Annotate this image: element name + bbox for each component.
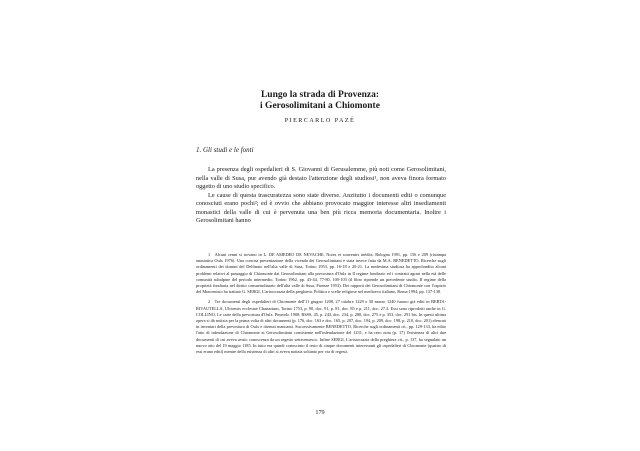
footnote-number: 1 [208,252,211,257]
author-name: PIERCARLO PAZÉ [284,117,356,124]
body-text [196,166,446,226]
article-title [200,90,440,112]
title-line-2: i Gerosolimitani a Chiomonte [260,101,380,111]
footnote-text: Alcuni cenni si trovano in L. DE AMEDEO DE NEVACHE, Notes et souvenirs inédits, Bologna 1991, pp. 156 e 209 (ristampa anastatica Oulx 1976). Una concisa presentazione della vicenda dei Gerosolimitani è stata invece fatta da M.A. BENEDETTO, Ricerche sugli ordinamenti dei domini del Delfinato nell'alta valle di Susa, Torino 1953, pp. 16-18 e 20-21. La medesima studiosa ha approfondito alcuni problemi relativi al passaggio di Chiomonte dai Gerosolimitani alla prevostura d'Oulx in Il regime fondiario ed i contratti agrari nella età delle comunità subalpine del periodo intermedio, Torino 1962, pp. 43-44, 77-80, 100-103 (il libro riprende un precedente studio, Il regime della proprietà fondiaria nel diritto consuetudinario dell'alta valle di Susa, Firenze 1953). Dei rapporti dei Gerosolimitani di Chiomonte con l'ospizio del Moncenisio ha trattato G. SERGI, L'aristocrazia della preghiera. Politica e scelte religiose nel medioevo italiano, Roma 1994, pp. 137-138. [196,252,446,295]
section-heading: 1. Gli studi e le fonti [196,146,254,154]
title-line-1: Lungo la strada di Provenza: [260,90,380,100]
footnote-2 [196,299,446,355]
footnote-1 [196,252,446,295]
footnote-text: Tre documenti degli ospedalieri di Chiomonte dell'11 giugno 1208, 27 ottobre 1229 e 30 marzo 1240 furono già editi in BERTA-RIVAUTELLA, Ulciensis ecclesiae Chartarium, Torino 1753, p. 90, doc. 91, p. 81, doc. 85 e p. 211, doc. 27.3. Essi sono riprodotti anche in G. COLLINO, Le carte della prevostura d'Oulx. Pinerolo 1908, BSSS, 45, p. 243, doc. 234, p. 280, doc. 275 e p. 353, doc. 291 bis. In questi ultima opera si dà notizia per la prima volta di altri documenti (p. 176, doc. 163 e doc. 165, p. 207, doc. 194, p. 209, doc. 198, p. 210, doc. 201) elencati in inventari della prevostura di Oulx e ritenuti mancanti. Successivamente BENEDETTO, Ricerche sugli ordinamenti cit., pp. 129-133, ha edito l'atto di infeudazione di Chiomonte ai Gerosolimitani consistente nell'infeudazione del 1231, e ha reso nota (p. 17) l'esistenza di altri due documenti di cui aveva avuto conoscenza da un regesto settecentesco. Infine SERGI, L'aristocrazia della preghiera cit., p. 137, ha segnalato un nuovo atto del 19 maggio 1185. In tutto era quindi conosciuto il testo di cinque documenti interessanti gli ospedalieri di Chiomonte (quattro di essi erano editi) mentre della esistenza di altri si aveva notizia soltanto per via di regesti. [196,299,447,355]
paragraph-1: La presenza degli ospedalieri di S. Giovanni di Gerusalemme, più noti come Gerosolimitani, nella valle di Susa, pur avendo già destato l'attenzione degli studiosi¹, non aveva finora formato oggetto di uno studio specifico. [196,166,446,190]
footnotes [196,252,446,359]
paragraph-2: Le cause di questa trascuratezza sono state diverse. Anzitutto i documenti editi o comunque conosciuti erano pochi²; ed è ovvio che abbiano provocato maggior interesse altri insediamenti monastici della valle di cui è pervenuta una ben più ricca memoria documentaria. Inoltre i Gerosolimitani hanno [196,191,446,224]
footnote-number: 2 [208,299,211,305]
page-number: 179 [315,409,325,416]
